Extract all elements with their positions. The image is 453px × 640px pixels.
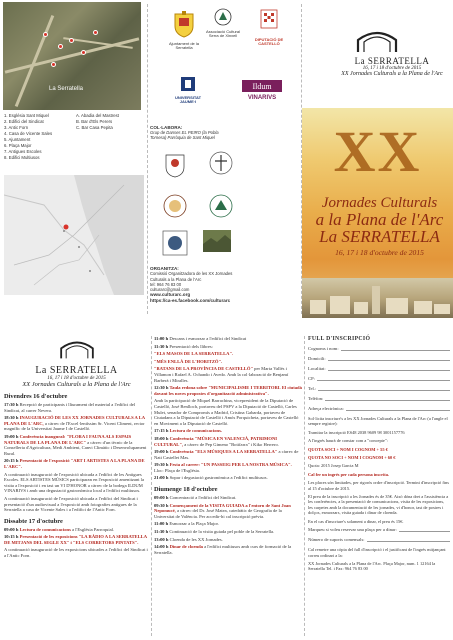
legend-item: 7. Antigues Escoles [4, 149, 42, 154]
event-title: "MÉS ENLLÀ DE L'HORITZÓ". [154, 358, 223, 364]
landscape-icon [203, 230, 231, 252]
program-event [4, 434, 149, 456]
event-text: a càrrec de l'Excel·lentíssim Sr. Vicent Climent, rector magnífic de la Universitat Jaume I de Castelló. [4, 420, 145, 432]
saturday-continued-events [154, 336, 302, 481]
program-event [154, 366, 302, 383]
village-aerial-map [3, 2, 141, 110]
program-event [154, 428, 302, 434]
form-text: Tramitar la inscripció ES48 2038 9609 98 3001157776 [308, 429, 405, 435]
university-emblem-icon [180, 76, 196, 92]
event-text: Lloc: Plaça de l'Església. [154, 467, 200, 473]
event-time: 19:30 h [154, 462, 170, 468]
form-input-field[interactable]: CP: [308, 376, 450, 381]
vinarivs-emblem-icon [242, 80, 282, 92]
dance-group-emblem-icon [164, 152, 186, 178]
event-title: Festa al carrer: "UN PASSEIG PER LA NOSTRA MÚSICA". [169, 462, 292, 468]
program-event [4, 527, 149, 533]
form-text: A l'ingrés haurà de constar com a "concepte": [308, 438, 388, 444]
event-text: a l'edifici multiusos amb curs de formació de la Serratella. [154, 544, 292, 555]
legend-item: 1. Església Sant Miquel [4, 113, 49, 118]
friday-events [4, 402, 149, 513]
event-title: Lectura de comunicacions. [169, 428, 223, 434]
event-time: 09:00 h [154, 495, 170, 501]
event-title: Conferència "MÚSICA EN VALENCIÀ, PATRIMONI CULTURAL", [154, 435, 278, 447]
landscape-photo [202, 230, 232, 256]
event-title: Conferència inaugural: "FLORA I FAUNA ALS ESPAIS NATURALS DE LA PLANA DE L'ARC" [4, 433, 132, 445]
event-text: a càrrec del Dr. José Matea, catedràtic de Geografia de la Universitat de València. Per accedir-hi cal inscripció prèvia. [154, 508, 282, 519]
map-pin [58, 44, 63, 49]
event-title: "BATANS DE LA PROVÍNCIA DE CASTELLÓ" [154, 366, 255, 372]
event-text: Recepció de participants i lliurament del material a l'edifici del Sindicat, al carrer Nevera. [4, 402, 136, 413]
ajuntament-logo: Ajuntament de la Serratella [164, 10, 204, 51]
map-pin [81, 50, 86, 55]
cover-logo: La SERRATELLA 16, 17 i 18 d'octubre de 2015 XX Jornades Culturals a la Plana de l'Arc [341, 56, 443, 77]
event-time: 09:30 h [154, 502, 170, 508]
event-text: Descans i esmorzar a l'edifici del Sindicat [169, 336, 247, 341]
program-event [154, 462, 302, 473]
program-middle-column [154, 336, 302, 640]
event-text: a càrrec de Nati Castellet Mas. [154, 449, 299, 460]
region-map [4, 175, 144, 295]
day-heading-sunday: Diumenge 18 d'octubre [154, 486, 218, 494]
event-time: 18:00 h [154, 435, 170, 441]
diputacio-emblem-icon [259, 8, 279, 34]
legend-item: 4. Casa de Vicente Sales [4, 131, 53, 136]
registration-form [308, 336, 450, 640]
parish-logo [206, 150, 236, 182]
event-title: Taula redona sobre "MUNICIPALISME I TERRITORI. El ciutadà davant les noves propostes d'organització administrativa". [154, 385, 302, 396]
event-time: 18:30 h [4, 415, 20, 421]
legend-item: A. Abadia del Mastrest [76, 113, 119, 118]
form-text: Cal fer un ingrés per cada persona inscrita. [308, 471, 390, 477]
legend-item: 3. Antic Forn [4, 125, 29, 130]
program-event [154, 398, 302, 426]
form-text: Les places són limitades, per rigorós ordre d'inscripció. Termini d'inscripció fins al 15 d'octubre de 2015. [308, 480, 449, 491]
association-seal-icon [209, 194, 233, 218]
event-time: 20:15 h [4, 458, 20, 464]
form-input-field[interactable]: Cognoms i nom: [308, 346, 450, 351]
event-time: 10:15 h [4, 534, 20, 540]
event-time: 12:30 h [154, 385, 170, 391]
event-time: 17:30 h [4, 402, 20, 407]
quota-nonmember: QUOTA NO SOCI + NOM I COGNOM + 60 € [308, 455, 396, 461]
form-input-field[interactable]: Domicili: [308, 356, 450, 361]
lunch-reservation-field[interactable]: Marqueu si voleu reservar una plaça per a dinar: [308, 527, 450, 532]
event-time: 13:00 h [154, 536, 170, 542]
village-photo [302, 278, 453, 318]
form-input-field[interactable]: Telèfon: [308, 396, 450, 401]
map-pin [69, 38, 74, 43]
event-time: 11:30 h [154, 343, 170, 349]
form-text: El preu de la inscripció a les Jornades és de 35€. Això dóna dret a l'assistència a les conferències, a la presentació de comunicacions, visita de les exposicions, les carpetes amb la documentació de les jornades, vi d'honor, tast de postres i dolços, esmorzars, visita guiada i dinar de cloenda. [308, 494, 449, 516]
event-text: Amb la participació de Miquel Barrachina, vicepresident de la Diputació de Castelló, José Benlloch, portaveu del PSPV a la Diputació de Castelló, Carles Mulet, senador de Compromís a Madrid, Cristina Gabarda, portaveu de Ciutadans a la Diputació de Castelló i Amós Porquicheta, portaveu de Castelló en Moviment a la Diputació de Castelló. [154, 398, 299, 426]
legend-column-right [76, 113, 142, 161]
legend-item: 2. Edifici del Sindicat [4, 119, 44, 124]
program-event [4, 472, 149, 494]
event-time: 09:00 h [4, 526, 20, 532]
map-label: La Serratella [49, 86, 84, 92]
day-heading-friday: Divendres 16 d'octubre [4, 393, 68, 400]
parish-emblem-icon [209, 150, 233, 178]
event-title: Conferència "ELS MÚSIQUES A LA SERRATELLA" [169, 449, 279, 455]
program-event [154, 544, 302, 555]
program-logo: La SERRATELLA 16, 17 i 18 d'octubre de 2015 XX Jornades Culturals a la Plana de l'Arc [4, 340, 149, 388]
program-event [4, 496, 149, 513]
event-text: a càrrec d'un tècnic de la Conselleria d'Agricultura, Medi Ambient, Canvi Climàtic i Desenvolupament Rural. [4, 439, 147, 456]
program-event [154, 495, 302, 501]
legend-item: C. Bar Casa Pepita [76, 125, 113, 130]
event-text: A continuació inauguració de les exposicions ubicades a l'edifici del Sindicat i a l'Antic Forn. [4, 547, 148, 559]
event-text: per Marta Vallés i Villamon i Rafael A. Ochando i Avedo. Amb la col·laboració de Benjamí Barberà i Miralles. [154, 366, 289, 383]
event-time: 21:00 h [154, 475, 170, 481]
event-time: 11:00 h [154, 521, 170, 527]
program-event [154, 351, 302, 357]
universitat-logo: UNIVERSITAT JAUME·I [168, 76, 208, 105]
svg-text:Ildum: Ildum [252, 82, 272, 91]
program-event [154, 475, 302, 481]
event-time: 19:00 h [154, 449, 170, 455]
form-input-field[interactable]: Localitat: [308, 366, 450, 371]
event-time: 17:15 h [154, 428, 170, 434]
program-event [154, 385, 302, 396]
form-title: FULL D'INSCRIPCIÓ [308, 336, 371, 342]
cover-panel [302, 0, 453, 318]
form-text: Sol·licita inscriure's a les XX Jornades Culturals a la Plana de l'Arc (a l'angle el sempre registre): [308, 416, 448, 427]
day-heading-saturday: Dissabte 17 d'octubre [4, 517, 63, 525]
event-title: INAUGURACIÓ DE LES XX JORNADES CULTURALS A LA PLANA DE L'ARC, [4, 415, 145, 426]
cultural-seal-logo [162, 194, 188, 222]
event-text: A continuació inauguració de l'exposició ubicada a l'edifici del Sindicat i presentació d'un audiovisual a l'exposició amb fotografies antigues de la Serratella a casa de Vicente Sales i a l'edifici de l'Antic Forn. [4, 495, 138, 513]
form-text: Cal remetre una còpia del full d'inscripció i el justificant de l'ingrés mitjançant correu ordinari a la: [308, 547, 446, 558]
event-time: 19:00 h [4, 433, 20, 439]
event-text: Presentació dels llibres: [169, 343, 213, 349]
mailing-address: XX Jornades Culturals a la Plana de l'Arc. Plaça Major, num. 1 12164 la Serratella Tel. i Fax: 964 76 83 00 [308, 560, 436, 572]
form-text: Quota: 2015 Josep Garcia M [308, 463, 359, 469]
form-text: En el cas d'inscriure's solament a dinar, el preu és 15€. [308, 518, 404, 524]
organizer-block: ORGANITZA: Comissió Organitzadora de les XX Jornades Culturals a la Plana de l'Arc tel: 964 76 83 00 culturarc@gmail.com www.culturarc.org https://ca-es.facebook.com/culturarc [150, 266, 233, 303]
event-time: 14:00 h [154, 544, 170, 550]
event-text: Cloenda de les XX Jornades. [169, 536, 223, 542]
event-text: A continuació inauguració de l'exposició ubicada a l'edifici de les Antigues Escoles. ELS ARTISTES MÚSICS participaran en l'exposició amenitzant la visita a l'exposició i en tast un VI D'HONOR a càrrec de la bodega ILDUM VINARIVS i amb una degustació gastronòmica local a l'edifici multiusos. [4, 471, 144, 494]
map-pin [93, 30, 98, 35]
program-left-column [4, 340, 149, 640]
sunday-events [154, 495, 302, 555]
cover-roman-numeral: XX [333, 119, 422, 184]
program-event [154, 537, 302, 543]
event-title: Lectura de comunicacions [19, 526, 73, 532]
association-emblem-icon [214, 8, 232, 26]
program-event [154, 521, 302, 527]
diputacio-logo: DIPUTACIÓ DE CASTELLÓ [250, 8, 288, 47]
legend-item: 5. Ajuntament [4, 137, 31, 142]
program-event [154, 529, 302, 535]
event-title: Començament de la VISITA GUIADA a l'entorn de Sant Joan Nepomucé, [154, 502, 291, 514]
program-event [4, 458, 149, 469]
collaborators-block: COL·LABORA: Grup de Danses EL PEIRO (la Pobla Tornesa) Parròquia de Sant Miquel [150, 125, 219, 141]
diners-count-field[interactable]: Número de suports comensals: [308, 537, 450, 542]
cover-title: Jornades Culturals a la Plana de l'Arc La SERRATELLA 16, 17 i 18 d'octubre de 2015 [315, 195, 444, 257]
program-event [154, 449, 302, 460]
map-pin [43, 32, 48, 37]
event-time: 11:30 h [154, 529, 170, 535]
program-event [4, 547, 149, 558]
association-seal-logo [206, 194, 236, 222]
arch-ornament-icon [354, 30, 400, 54]
cultural-group-logo [162, 230, 188, 260]
legend-column-left [4, 113, 70, 161]
event-text: a l'Església Parroquial. [72, 526, 115, 532]
quota-member: QUOTA SOCI + NOM I COGNOM + 55 € [308, 446, 388, 452]
map-legend [4, 113, 142, 161]
legend-item: B. Bar d'Els Perers [76, 119, 113, 124]
program-event [4, 534, 149, 545]
event-text: Esmorzar a la Plaça Major. [169, 521, 219, 527]
event-time: 11:00 h [154, 336, 170, 341]
coat-of-arms-icon [173, 10, 195, 38]
region-map-drawing [4, 175, 144, 295]
cultural-group-emblem-icon [162, 230, 188, 256]
dance-group-logo [162, 152, 188, 182]
form-fields [308, 346, 450, 411]
event-text: Sopar i degustació gastronòmica a l'edifici multiusos. [169, 475, 268, 481]
legend-item: 6. Plaça Major [4, 143, 32, 148]
program-event [154, 503, 302, 520]
program-event [154, 436, 302, 447]
event-text: Continuació de la visita guiada pel poble de la Serratella. [169, 529, 275, 535]
event-title: Dinar de cloenda [169, 544, 205, 550]
program-event [154, 344, 302, 350]
legend-item: 8. Edifici Multiusos [4, 155, 40, 160]
event-title: "ELS MASOS DE LA SERRATELLA". [154, 351, 234, 357]
program-event [154, 359, 302, 365]
event-title: Presentació de l'exposició "ART I ARTISTES A LA PLANA DE L'ARC". [4, 458, 145, 469]
program-event [154, 336, 302, 342]
form-input-field[interactable]: Tel.: [308, 386, 450, 391]
event-title: Presentació de les exposicions "LA RÀDIO A LA SERRATELLA DE MITJANS DEL SEGLE XX" i "ELS CORRETORS PINTATS". [4, 534, 147, 545]
form-input-field[interactable]: Adreça electrònica: [308, 406, 450, 411]
cultural-seal-icon [163, 194, 187, 218]
arch-ornament-icon [57, 340, 97, 360]
sponsors-panel [150, 4, 298, 314]
program-event [4, 402, 149, 413]
program-event [4, 415, 149, 432]
map-pin [51, 62, 56, 67]
vinarivs-logo: Ildum VINARIVS [236, 80, 288, 100]
associacio-logo: Associació Cultural Serra de Xinxell [204, 8, 242, 39]
event-text: a càrrec de Pep Gimeno "Botifarra" i Kiko Herrero. [184, 441, 279, 447]
saturday-events [4, 527, 149, 559]
event-text: Concentració a l'edifici del Sindicat. [169, 495, 237, 501]
